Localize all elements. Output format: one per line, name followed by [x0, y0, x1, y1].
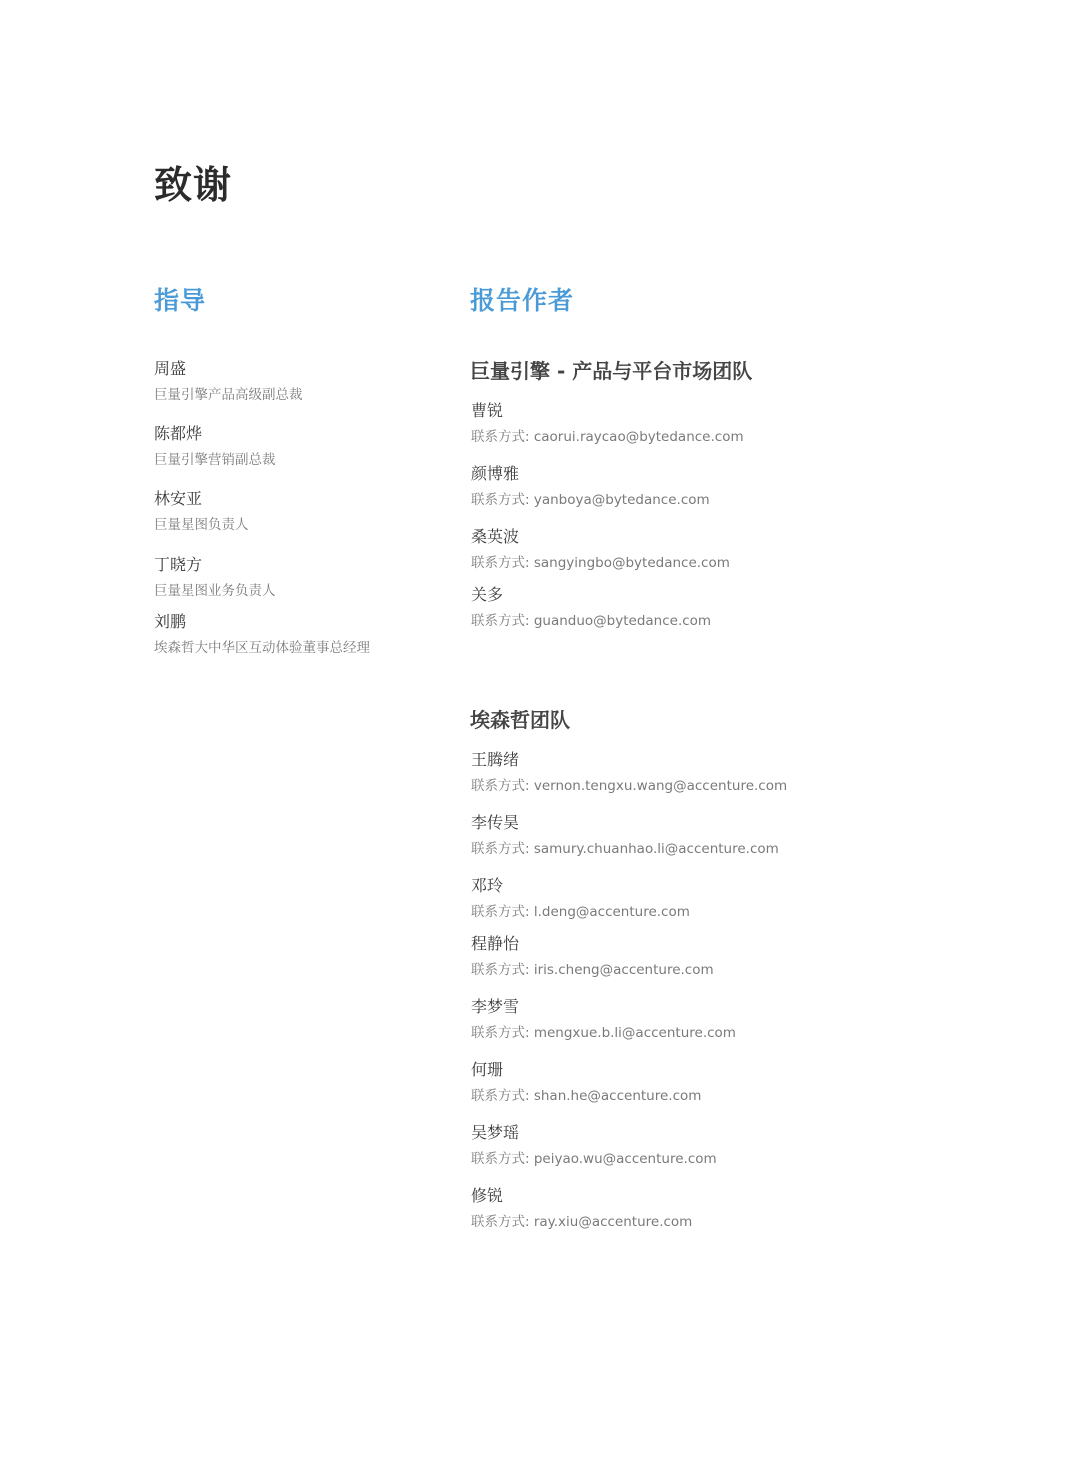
team-member: [471, 750, 787, 795]
guidance-person: [154, 555, 276, 600]
member-name: 修锐: [471, 1186, 504, 1205]
team-member: [471, 1186, 692, 1231]
guidance-heading: 指导: [154, 286, 207, 315]
team-title: 巨量引擎 - 产品与平台市场团队: [470, 359, 753, 383]
team-member: [471, 527, 730, 572]
member-name: 吴梦瑶: [471, 1123, 520, 1142]
member-contact: 联系方式: vernon.tengxu.wang@accenture.com: [471, 778, 788, 794]
person-role: 巨量星图业务负责人: [154, 583, 276, 599]
guidance-person: [154, 359, 303, 404]
team-title: 埃森哲团队: [470, 708, 570, 732]
team-member: [471, 464, 710, 509]
member-contact: 联系方式: caorui.raycao@bytedance.com: [471, 429, 744, 445]
member-name: 邓玲: [471, 876, 504, 895]
member-contact: 联系方式: shan.he@accenture.com: [471, 1088, 702, 1104]
team-member: [471, 934, 714, 979]
team-member: [471, 997, 736, 1042]
person-name: 陈都烨: [154, 424, 203, 443]
team-member: [471, 876, 690, 921]
person-role: 巨量引擎产品高级副总裁: [154, 387, 303, 403]
member-contact: 联系方式: l.deng@accenture.com: [471, 904, 690, 920]
page-title: 致谢: [154, 163, 233, 207]
member-contact: 联系方式: guanduo@bytedance.com: [471, 613, 712, 629]
team-member: [471, 813, 779, 858]
member-name: 程静怡: [471, 934, 520, 953]
member-contact: 联系方式: yanboya@bytedance.com: [471, 492, 710, 508]
person-name: 周盛: [154, 359, 187, 378]
team-member: [471, 1123, 717, 1168]
guidance-person: [154, 424, 276, 469]
team-member: [471, 585, 711, 630]
person-name: 刘鹏: [154, 612, 187, 631]
member-contact: 联系方式: samury.chuanhao.li@accenture.com: [471, 841, 779, 857]
member-name: 王腾绪: [471, 750, 520, 769]
member-contact: 联系方式: peiyao.wu@accenture.com: [471, 1151, 717, 1167]
member-name: 何珊: [471, 1060, 504, 1079]
member-name: 桑英波: [471, 527, 520, 546]
person-role: 巨量星图负责人: [154, 517, 249, 533]
member-name: 颜博雅: [471, 464, 520, 483]
guidance-person: [154, 612, 370, 657]
member-contact: 联系方式: ray.xiu@accenture.com: [471, 1214, 693, 1230]
person-role: 巨量引擎营销副总裁: [154, 452, 276, 468]
person-name: 林安亚: [154, 489, 203, 508]
authors-heading: 报告作者: [470, 286, 575, 315]
member-name: 曹锐: [471, 401, 504, 420]
member-contact: 联系方式: iris.cheng@accenture.com: [471, 962, 714, 978]
member-name: 李传昊: [471, 813, 520, 832]
team-member: [471, 401, 744, 446]
person-role: 埃森哲大中华区互动体验董事总经理: [154, 640, 370, 656]
team-member: [471, 1060, 701, 1105]
person-name: 丁晓方: [154, 555, 203, 574]
member-name: 李梦雪: [471, 997, 520, 1016]
member-contact: 联系方式: mengxue.b.li@accenture.com: [471, 1025, 736, 1041]
member-contact: 联系方式: sangyingbo@bytedance.com: [471, 555, 730, 571]
guidance-person: [154, 489, 249, 534]
member-name: 关多: [471, 585, 504, 604]
